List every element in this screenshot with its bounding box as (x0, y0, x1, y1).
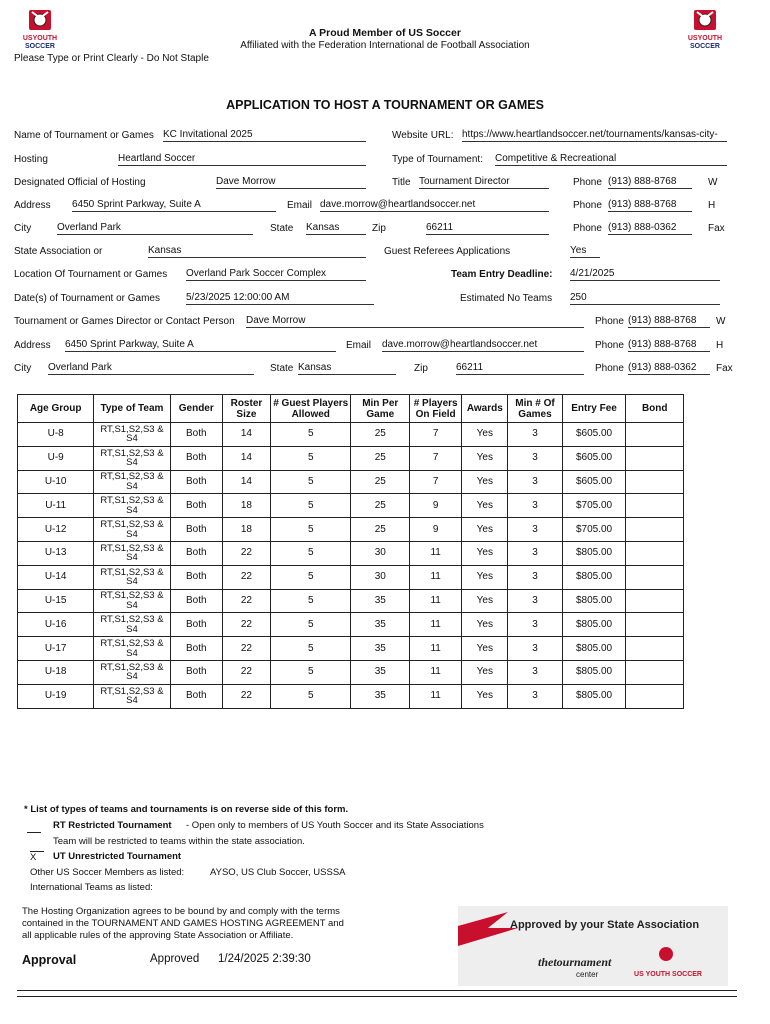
table-row (18, 637, 684, 661)
rt-description: - Open only to members of US Youth Soccer and its State Associations (186, 820, 484, 831)
table-cell[interactable]: 14 (222, 423, 270, 447)
table-cell[interactable]: 22 (222, 589, 270, 613)
state-field[interactable]: Kansas (306, 222, 366, 235)
table-cell[interactable] (626, 446, 684, 470)
table-cell[interactable]: Both (170, 470, 222, 494)
table-cell[interactable]: $805.00 (562, 565, 626, 589)
table-cell[interactable]: 3 (508, 660, 562, 684)
table-cell[interactable]: Yes (462, 518, 508, 542)
director-state-field[interactable]: Kansas (298, 362, 396, 375)
table-cell[interactable]: 25 (351, 446, 410, 470)
table-cell[interactable]: 30 (351, 541, 410, 565)
table-cell[interactable]: Both (170, 637, 222, 661)
guest-referees-label: Guest Referees Applications (384, 246, 511, 257)
rt-label: RT Restricted Tournament (53, 820, 172, 831)
table-row (18, 660, 684, 684)
estimated-teams-label: Estimated No Teams (460, 293, 553, 304)
director-phone-h-label: Phone (595, 340, 624, 351)
director-email-label: Email (346, 340, 372, 351)
table-cell[interactable] (626, 470, 684, 494)
age-group-table (17, 394, 684, 709)
email-field[interactable]: dave.morrow@heartlandsoccer.net (320, 199, 549, 212)
table-cell[interactable]: Yes (462, 660, 508, 684)
table-cell[interactable]: 5 (270, 541, 351, 565)
guest-referees-field[interactable]: Yes (570, 245, 600, 258)
table-cell[interactable]: 35 (351, 613, 410, 637)
phone-fax-field[interactable]: (913) 888-0362 (608, 222, 692, 235)
print-instruction: Please Type or Print Clearly - Do Not Staple (14, 53, 209, 64)
table-cell[interactable]: 5 (270, 613, 351, 637)
form-title: APPLICATION TO HOST A TOURNAMENT OR GAMES (226, 98, 544, 112)
table-cell[interactable] (626, 637, 684, 661)
director-zip-field[interactable]: 66211 (456, 362, 584, 375)
svg-text:thetournament: thetournament (538, 955, 612, 969)
director-phone-h-suffix: H (716, 340, 724, 351)
table-cell[interactable]: U-11 (18, 494, 94, 518)
table-cell[interactable]: 5 (270, 565, 351, 589)
table-header-cell: Entry Fee (562, 395, 626, 423)
table-cell[interactable]: 22 (222, 613, 270, 637)
table-cell[interactable]: 3 (508, 589, 562, 613)
agreement-line-3: all applicable rules of the approving State Association or Affiliate. (22, 930, 294, 941)
estimated-teams-field[interactable]: 250 (570, 292, 720, 305)
director-phone-w-suffix: W (716, 316, 726, 327)
table-cell[interactable]: $705.00 (562, 518, 626, 542)
table-cell[interactable]: 35 (351, 589, 410, 613)
tournament-type-label: Type of Tournament: (392, 154, 483, 165)
table-cell[interactable]: 5 (270, 660, 351, 684)
table-cell[interactable]: 3 (508, 446, 562, 470)
table-cell[interactable]: $805.00 (562, 541, 626, 565)
badge-text: Approved by your State Association (510, 919, 700, 931)
entry-deadline-field[interactable]: 4/21/2025 (570, 268, 720, 281)
table-row (18, 565, 684, 589)
hosting-label: Hosting (14, 154, 48, 165)
director-state-label: State (270, 363, 294, 374)
table-cell[interactable]: 5 (270, 494, 351, 518)
phone-w-field[interactable]: (913) 888-8768 (608, 176, 692, 189)
table-cell[interactable]: U-13 (18, 541, 94, 565)
table-row (18, 541, 684, 565)
table-row (18, 470, 684, 494)
table-row (18, 446, 684, 470)
approval-date: 1/24/2025 2:39:30 (218, 953, 311, 965)
table-cell[interactable]: 25 (351, 518, 410, 542)
table-row (18, 518, 684, 542)
table-cell[interactable]: Yes (462, 684, 508, 708)
table-cell[interactable]: RT,S1,S2,S3 & S4 (94, 470, 170, 494)
website-label: Website URL: (392, 130, 454, 141)
official-field[interactable]: Dave Morrow (216, 176, 366, 189)
table-cell[interactable]: 25 (351, 470, 410, 494)
table-row (18, 589, 684, 613)
table-cell[interactable] (626, 494, 684, 518)
table-cell[interactable]: 18 (222, 518, 270, 542)
rt-description-2: Team will be restricted to teams within the state association. (53, 836, 305, 847)
table-cell[interactable] (626, 541, 684, 565)
approval-badge-graphic (458, 906, 728, 986)
table-cell[interactable]: RT,S1,S2,S3 & S4 (94, 613, 170, 637)
phone-h-field[interactable]: (913) 888-8768 (608, 199, 692, 212)
ut-checkbox[interactable]: X (30, 851, 44, 863)
table-cell[interactable]: RT,S1,S2,S3 & S4 (94, 684, 170, 708)
table-cell[interactable] (626, 660, 684, 684)
dates-label: Date(s) of Tournament or Games (14, 293, 160, 304)
other-members-label: Other US Soccer Members as listed: (30, 867, 185, 878)
table-cell[interactable]: Yes (462, 589, 508, 613)
director-city-field[interactable]: Overland Park (48, 362, 254, 375)
table-cell[interactable]: Yes (462, 494, 508, 518)
director-zip-label: Zip (414, 363, 428, 374)
table-cell[interactable]: 25 (351, 494, 410, 518)
official-title-label: Title (392, 177, 411, 188)
table-header-row (18, 395, 684, 423)
zip-label: Zip (372, 223, 386, 234)
director-city-label: City (14, 363, 32, 374)
address-label: Address (14, 200, 51, 211)
rt-checkbox-line[interactable] (27, 832, 41, 833)
table-cell[interactable]: U-10 (18, 470, 94, 494)
table-cell[interactable]: 11 (410, 541, 462, 565)
phone-fax-suffix: Fax (708, 223, 725, 234)
table-cell[interactable]: $805.00 (562, 613, 626, 637)
table-cell[interactable]: 11 (410, 637, 462, 661)
table-header-cell: Gender (170, 395, 222, 423)
table-cell[interactable]: 5 (270, 684, 351, 708)
table-cell[interactable]: 11 (410, 565, 462, 589)
director-phone-w-field[interactable]: (913) 888-8768 (628, 315, 710, 328)
location-field[interactable]: Overland Park Soccer Complex (186, 268, 366, 281)
table-cell[interactable]: 14 (222, 470, 270, 494)
table-row (18, 613, 684, 637)
table-header-cell: Min Per Game (351, 395, 410, 423)
entry-deadline-label: Team Entry Deadline: (451, 269, 553, 280)
table-cell[interactable]: U-17 (18, 637, 94, 661)
phone-w-suffix: W (708, 177, 718, 188)
official-label: Designated Official of Hosting (14, 177, 146, 188)
table-cell[interactable]: $705.00 (562, 494, 626, 518)
table-cell[interactable]: 11 (410, 684, 462, 708)
city-field[interactable]: Overland Park (57, 222, 253, 235)
table-cell[interactable]: U-14 (18, 565, 94, 589)
table-header-cell: Bond (626, 395, 684, 423)
table-cell[interactable]: Both (170, 518, 222, 542)
phone-fax-label: Phone (573, 223, 602, 234)
approval-label: Approval (22, 953, 77, 967)
table-cell[interactable]: 22 (222, 660, 270, 684)
table-cell[interactable]: 7 (410, 446, 462, 470)
footer-rule-2 (17, 996, 737, 997)
table-cell[interactable]: Both (170, 684, 222, 708)
table-cell[interactable]: RT,S1,S2,S3 & S4 (94, 494, 170, 518)
svg-text:SOCCER: SOCCER (25, 43, 55, 50)
director-email-field[interactable]: dave.morrow@heartlandsoccer.net (382, 339, 584, 352)
table-cell[interactable]: RT,S1,S2,S3 & S4 (94, 565, 170, 589)
table-cell[interactable]: 35 (351, 660, 410, 684)
table-cell[interactable] (626, 518, 684, 542)
table-cell[interactable]: $605.00 (562, 446, 626, 470)
table-cell[interactable]: 3 (508, 423, 562, 447)
table-cell[interactable]: 3 (508, 637, 562, 661)
table-cell[interactable]: U-18 (18, 660, 94, 684)
table-cell[interactable]: 5 (270, 637, 351, 661)
website-field[interactable]: https://www.heartlandsoccer.net/tournaments/kansas-city- (462, 129, 727, 142)
table-header-cell: Roster Size (222, 395, 270, 423)
table-cell[interactable]: RT,S1,S2,S3 & S4 (94, 637, 170, 661)
approval-status: Approved (150, 953, 200, 965)
table-cell[interactable]: Both (170, 565, 222, 589)
table-cell[interactable]: 3 (508, 684, 562, 708)
phone-h-suffix: H (708, 200, 716, 211)
location-label: Location Of Tournament or Games (14, 269, 168, 280)
other-members-value: AYSO, US Club Soccer, USSSA (210, 867, 346, 878)
table-cell[interactable]: $805.00 (562, 660, 626, 684)
table-cell[interactable]: Yes (462, 565, 508, 589)
table-cell[interactable]: U-12 (18, 518, 94, 542)
table-cell[interactable]: 11 (410, 613, 462, 637)
director-address-field[interactable]: 6450 Sprint Parkway, Suite A (65, 339, 336, 352)
table-cell[interactable]: 11 (410, 660, 462, 684)
table-cell[interactable]: Both (170, 541, 222, 565)
table-cell[interactable]: 22 (222, 565, 270, 589)
email-label: Email (287, 200, 313, 211)
table-row (18, 494, 684, 518)
director-label: Tournament or Games Director or Contact Person (14, 316, 235, 327)
table-cell[interactable]: Yes (462, 423, 508, 447)
director-field[interactable]: Dave Morrow (246, 315, 584, 328)
table-cell[interactable]: Yes (462, 613, 508, 637)
city-label: City (14, 223, 32, 234)
table-cell[interactable]: 35 (351, 684, 410, 708)
table-cell[interactable] (626, 589, 684, 613)
table-cell[interactable]: 22 (222, 541, 270, 565)
table-cell[interactable]: RT,S1,S2,S3 & S4 (94, 589, 170, 613)
table-header-cell: Min # Of Games (508, 395, 562, 423)
table-cell[interactable]: $605.00 (562, 423, 626, 447)
table-cell[interactable]: 3 (508, 541, 562, 565)
table-cell[interactable]: 7 (410, 470, 462, 494)
official-title-field[interactable]: Tournament Director (419, 176, 549, 189)
table-cell[interactable]: RT,S1,S2,S3 & S4 (94, 423, 170, 447)
table-header-cell: Age Group (18, 395, 94, 423)
table-header-cell: Awards (462, 395, 508, 423)
table-header-cell: Type of Team (94, 395, 170, 423)
table-cell[interactable]: 22 (222, 684, 270, 708)
table-cell[interactable]: 7 (410, 423, 462, 447)
table-cell[interactable]: 11 (410, 589, 462, 613)
header-affiliation-line: Affiliated with the Federation International de Football Association (240, 40, 530, 51)
table-cell[interactable]: Both (170, 613, 222, 637)
table-cell[interactable]: RT,S1,S2,S3 & S4 (94, 446, 170, 470)
international-label: International Teams as listed: (30, 882, 153, 893)
table-row (18, 684, 684, 708)
hosting-field[interactable]: Heartland Soccer (118, 153, 366, 166)
phone-h-label: Phone (573, 200, 602, 211)
director-phone-fax-label: Phone (595, 363, 624, 374)
state-association-field[interactable]: Kansas (148, 245, 366, 258)
table-header-cell: # Players On Field (410, 395, 462, 423)
table-cell[interactable]: 3 (508, 613, 562, 637)
table-cell[interactable] (626, 684, 684, 708)
table-cell[interactable]: $605.00 (562, 470, 626, 494)
table-cell[interactable]: Yes (462, 541, 508, 565)
table-body (18, 423, 684, 709)
table-cell[interactable]: 30 (351, 565, 410, 589)
table-cell[interactable]: 18 (222, 494, 270, 518)
table-cell[interactable]: 35 (351, 637, 410, 661)
table-cell[interactable]: $805.00 (562, 684, 626, 708)
table-cell[interactable]: 5 (270, 423, 351, 447)
director-phone-fax-field[interactable]: (913) 888-0362 (628, 362, 710, 375)
tournament-type-field[interactable]: Competitive & Recreational (495, 153, 727, 166)
director-phone-h-field[interactable]: (913) 888-8768 (628, 339, 710, 352)
table-cell[interactable]: 9 (410, 518, 462, 542)
table-header-cell: # Guest Players Allowed (270, 395, 351, 423)
table-cell[interactable] (626, 565, 684, 589)
table-cell[interactable]: Yes (462, 446, 508, 470)
table-cell[interactable]: $805.00 (562, 589, 626, 613)
table-cell[interactable]: Yes (462, 637, 508, 661)
ut-label: UT Unrestricted Tournament (53, 851, 182, 862)
table-cell[interactable]: 5 (270, 518, 351, 542)
svg-text:USYOUTH: USYOUTH (22, 35, 58, 42)
director-address-label: Address (14, 340, 51, 351)
address-field[interactable]: 6450 Sprint Parkway, Suite A (72, 199, 276, 212)
table-cell[interactable]: RT,S1,S2,S3 & S4 (94, 660, 170, 684)
table-cell[interactable]: U-15 (18, 589, 94, 613)
table-cell[interactable]: U-16 (18, 613, 94, 637)
table-cell[interactable]: U-19 (18, 684, 94, 708)
table-cell[interactable]: 3 (508, 565, 562, 589)
table-cell[interactable]: 5 (270, 446, 351, 470)
table-row (18, 423, 684, 447)
director-phone-w-label: Phone (595, 316, 624, 327)
table-cell[interactable]: Both (170, 589, 222, 613)
table-cell[interactable] (626, 423, 684, 447)
director-phone-fax-suffix: Fax (716, 363, 733, 374)
table-cell[interactable]: 14 (222, 446, 270, 470)
table-cell[interactable]: RT,S1,S2,S3 & S4 (94, 518, 170, 542)
table-cell[interactable]: 3 (508, 518, 562, 542)
agreement-line-2: contained in the TOURNAMENT AND GAMES HOSTING AGREEMENT and (22, 918, 344, 929)
phone-w-label: Phone (573, 177, 602, 188)
footer-rule-1 (17, 990, 737, 991)
table-cell[interactable]: 22 (222, 637, 270, 661)
agreement-line-1: The Hosting Organization agrees to be bound by and comply with the terms (22, 906, 340, 917)
tournament-name-field[interactable]: KC Invitational 2025 (163, 129, 366, 142)
table-cell[interactable]: U-8 (18, 423, 94, 447)
table-cell[interactable]: Both (170, 494, 222, 518)
tournament-name-label: Name of Tournament or Games (14, 130, 154, 141)
table-cell[interactable]: 5 (270, 470, 351, 494)
table-cell[interactable]: RT,S1,S2,S3 & S4 (94, 541, 170, 565)
state-association-approval-badge (458, 906, 728, 986)
table-cell[interactable]: 25 (351, 423, 410, 447)
table-cell[interactable]: Both (170, 660, 222, 684)
table-cell[interactable]: $805.00 (562, 637, 626, 661)
table-cell[interactable]: 3 (508, 494, 562, 518)
svg-text:center: center (576, 970, 599, 979)
header-member-line: A Proud Member of US Soccer (309, 27, 461, 39)
svg-text:US YOUTH SOCCER: US YOUTH SOCCER (634, 971, 702, 978)
state-label: State (270, 223, 294, 234)
svg-text:USYOUTH: USYOUTH (687, 35, 723, 42)
table-cell[interactable]: 5 (270, 589, 351, 613)
table-cell[interactable]: Yes (462, 470, 508, 494)
zip-field[interactable]: 66211 (426, 222, 549, 235)
dates-field[interactable]: 5/23/2025 12:00:00 AM (186, 292, 374, 305)
table-cell[interactable]: 9 (410, 494, 462, 518)
table-cell[interactable]: U-9 (18, 446, 94, 470)
table-cell[interactable]: 3 (508, 470, 562, 494)
table-cell[interactable] (626, 613, 684, 637)
table-cell[interactable]: Both (170, 423, 222, 447)
list-note: * List of types of teams and tournaments is on reverse side of this form. (24, 804, 349, 815)
state-association-label: State Association or (14, 246, 103, 257)
svg-text:SOCCER: SOCCER (690, 43, 720, 50)
table-cell[interactable]: Both (170, 446, 222, 470)
